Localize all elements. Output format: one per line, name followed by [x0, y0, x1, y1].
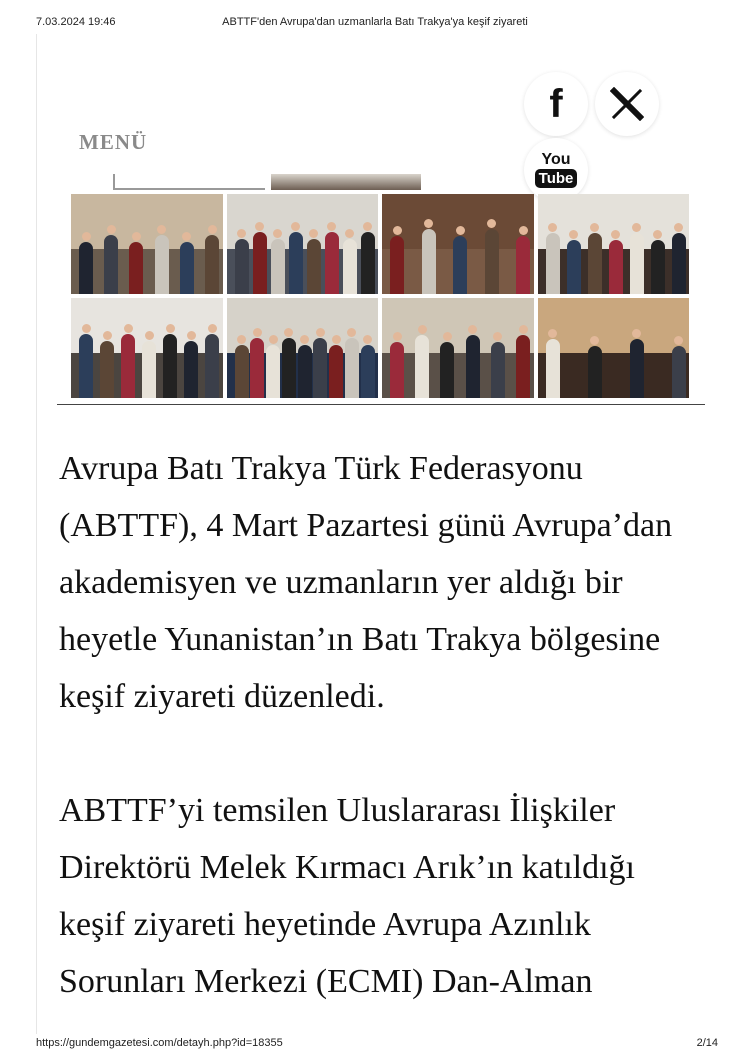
person-figure [546, 339, 560, 398]
person-head [166, 324, 175, 333]
person-figure [516, 236, 530, 294]
person-figure [390, 236, 404, 294]
person-head [456, 226, 465, 235]
person-head [345, 229, 354, 238]
person-figure [142, 341, 156, 398]
person-figure [390, 342, 404, 398]
person-head [145, 331, 154, 340]
print-page-title: ABTTF'den Avrupa'dan uzmanlarla Batı Trakya'ya keşif ziyareti [222, 16, 528, 28]
person-head [590, 223, 599, 232]
person-figure [345, 338, 359, 398]
youtube-link[interactable] [524, 138, 588, 202]
facebook-link[interactable] [524, 72, 588, 136]
print-page-number: 2/14 [696, 1037, 718, 1049]
person-head [253, 328, 262, 337]
person-head [208, 324, 217, 333]
person-figure [466, 335, 480, 398]
person-head [327, 222, 336, 231]
gallery-photo[interactable] [382, 194, 534, 294]
person-figure [205, 235, 219, 294]
person-head [103, 331, 112, 340]
print-footer [0, 1033, 750, 1061]
person-figure [361, 345, 375, 398]
person-figure [630, 233, 644, 294]
cropped-image-edge [271, 174, 421, 190]
person-head [82, 232, 91, 241]
youtube-icon [535, 152, 578, 188]
person-figure [79, 242, 93, 294]
person-figure [453, 236, 467, 294]
person-head [548, 223, 557, 232]
person-head [487, 219, 496, 228]
article-paragraph: ABTTF’yi temsilen Uluslararası İlişkiler Direktörü Melek Kırmacı Arık’ın katıldığı keşif ziyareti heyetinde Avrupa Azınlık Sorunları Merkezi (ECMI) Dan-Alman [59, 792, 635, 1000]
person-figure [253, 232, 267, 294]
person-figure [184, 341, 198, 398]
menu-button[interactable]: MENÜ [79, 130, 148, 154]
person-figure [104, 235, 118, 294]
person-head [674, 336, 683, 345]
facebook-icon: f [549, 82, 563, 126]
person-head [255, 222, 264, 231]
person-figure [415, 335, 429, 398]
person-figure [546, 233, 560, 294]
person-head [273, 229, 282, 238]
person-figure [313, 338, 327, 398]
person-figure [588, 346, 602, 398]
photo-foreground [382, 353, 534, 398]
person-figure [440, 342, 454, 398]
person-head [569, 230, 578, 239]
person-head [653, 230, 662, 239]
person-head [124, 324, 133, 333]
person-figure [609, 240, 623, 294]
person-figure [163, 334, 177, 398]
person-head [674, 223, 683, 232]
print-datetime: 7.03.2024 19:46 [36, 16, 116, 28]
person-figure [307, 239, 321, 294]
person-figure [672, 346, 686, 398]
person-head [208, 225, 217, 234]
person-figure [282, 338, 296, 398]
youtube-logo-bottom: Tube [535, 169, 578, 188]
person-figure [325, 232, 339, 294]
person-head [393, 226, 402, 235]
person-figure [100, 341, 114, 398]
person-head [548, 329, 557, 338]
cropped-image-edge [113, 174, 265, 190]
person-head [418, 325, 427, 334]
person-figure [516, 335, 530, 398]
person-figure [630, 339, 644, 398]
person-figure [79, 334, 93, 398]
person-figure [155, 235, 169, 294]
person-head [82, 324, 91, 333]
person-head [519, 325, 528, 334]
person-figure [298, 345, 312, 398]
person-head [332, 335, 341, 344]
person-head [632, 223, 641, 232]
person-figure [422, 229, 436, 294]
article-body [59, 440, 709, 1010]
person-figure [361, 232, 375, 294]
person-head [187, 331, 196, 340]
person-figure [491, 342, 505, 398]
gallery-photo[interactable] [538, 298, 690, 398]
gallery-photo[interactable] [382, 298, 534, 398]
person-figure [271, 239, 285, 294]
person-head [237, 229, 246, 238]
person-figure [250, 338, 264, 398]
person-head [424, 219, 433, 228]
print-url: https://gundemgazetesi.com/detayh.php?id=18355 [36, 1037, 283, 1049]
person-head [107, 225, 116, 234]
x-icon [610, 87, 644, 121]
person-figure [289, 232, 303, 294]
person-head [590, 336, 599, 345]
gallery-photo[interactable] [71, 298, 223, 398]
person-head [632, 329, 641, 338]
person-figure [672, 233, 686, 294]
person-figure [235, 345, 249, 398]
person-figure [567, 240, 581, 294]
person-head [611, 230, 620, 239]
photo-background [71, 194, 223, 249]
gallery-photo[interactable] [538, 194, 690, 294]
person-head [237, 335, 246, 344]
person-head [291, 222, 300, 231]
print-header [0, 0, 750, 30]
person-figure [129, 242, 143, 294]
page-content [36, 34, 717, 1034]
article-paragraph: Avrupa Batı Trakya Türk Federasyonu (ABTTF), 4 Mart Pazartesi günü Avrupa’dan akademisyen ve uzmanların yer aldığı bir heyetle Yunanistan’ın Batı Trakya bölgesine keşif ziyareti düzenledi. [59, 450, 673, 715]
person-figure [651, 240, 665, 294]
person-figure [588, 233, 602, 294]
person-figure [343, 239, 357, 294]
gallery-photo[interactable] [71, 194, 223, 294]
photo-foreground [71, 249, 223, 294]
person-figure [121, 334, 135, 398]
person-figure [180, 242, 194, 294]
person-head [443, 332, 452, 341]
person-figure [235, 239, 249, 294]
photo-gallery [71, 194, 689, 398]
person-head [132, 232, 141, 241]
person-head [269, 335, 278, 344]
person-figure [266, 345, 280, 398]
gallery-photo[interactable] [227, 298, 379, 398]
youtube-logo-top: You [541, 151, 571, 168]
person-head [316, 328, 325, 337]
person-figure [205, 334, 219, 398]
person-head [363, 222, 372, 231]
person-head [363, 335, 372, 344]
x-twitter-link[interactable] [595, 72, 659, 136]
person-head [519, 226, 528, 235]
divider [57, 404, 705, 405]
photo-background [382, 298, 534, 353]
person-head [393, 332, 402, 341]
person-figure [329, 345, 343, 398]
person-head [300, 335, 309, 344]
gallery-photo[interactable] [227, 194, 379, 294]
person-head [309, 229, 318, 238]
person-figure [485, 229, 499, 294]
photo-foreground [538, 353, 690, 398]
photo-background [538, 298, 690, 353]
